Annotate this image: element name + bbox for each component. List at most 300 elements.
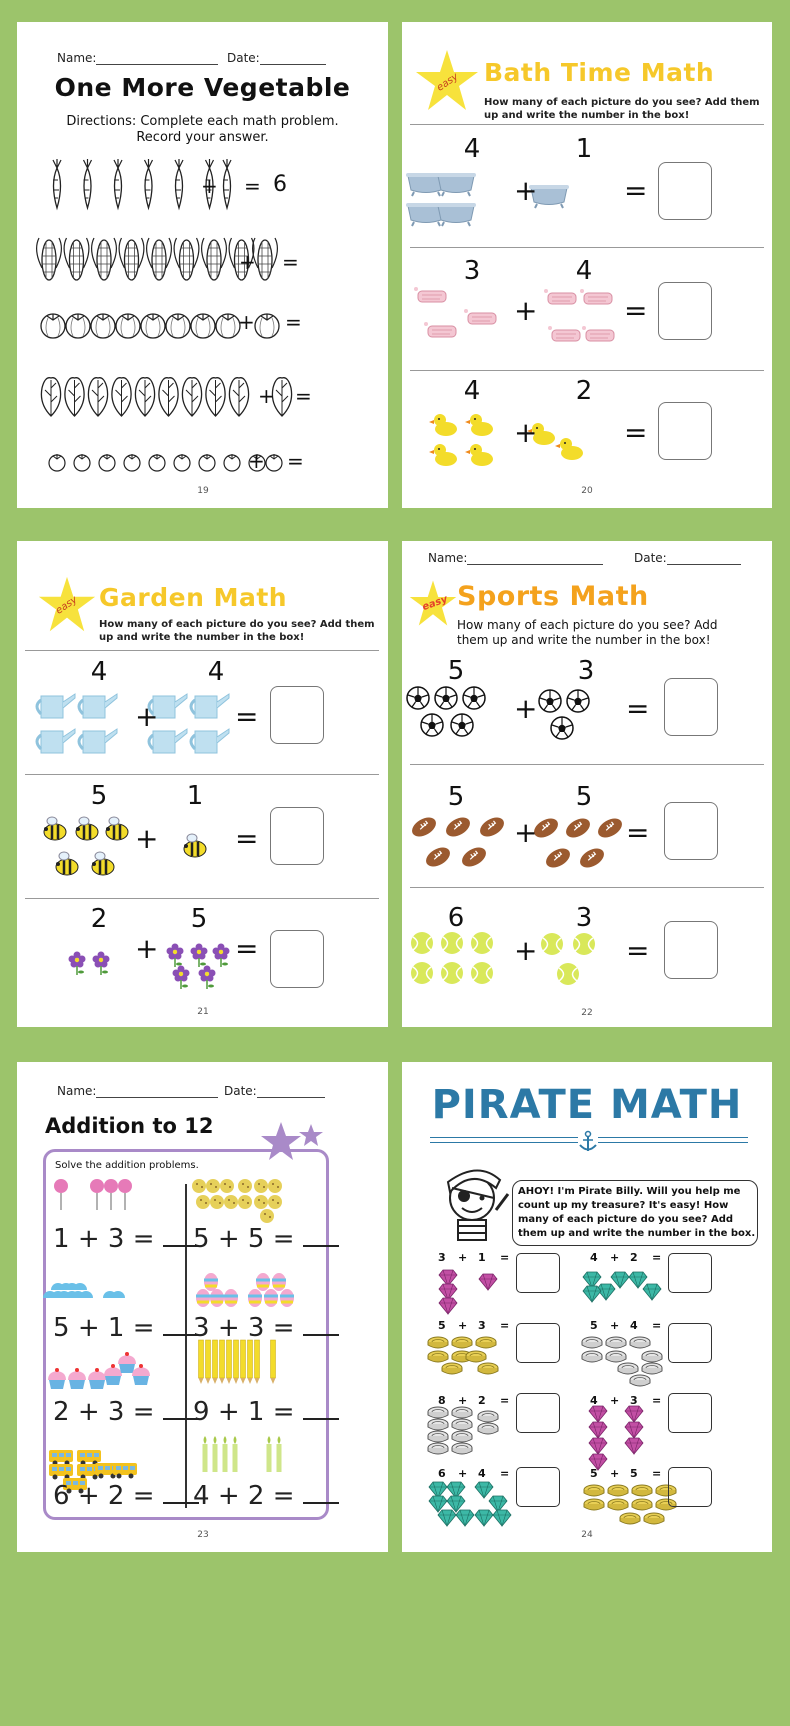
wave-icon: [103, 1291, 125, 1298]
gold-coin-icon: [608, 1499, 628, 1510]
cupcake-icon: [118, 1352, 136, 1373]
answer-box[interactable]: [516, 1323, 560, 1363]
answer-blank[interactable]: [303, 1414, 339, 1420]
answer-blank[interactable]: [303, 1330, 339, 1336]
soap-icon: [414, 287, 446, 302]
flower-icon: [69, 952, 86, 976]
cupcake-icon: [132, 1364, 150, 1385]
silver-coin-icon: [618, 1363, 638, 1374]
addend-b: 3: [478, 1319, 486, 1332]
lettuce-icon: [135, 378, 154, 416]
corn-icon: [37, 238, 62, 280]
teal-gem-icon: [429, 1496, 447, 1512]
plus-sign: +: [514, 416, 538, 449]
answer-box[interactable]: [658, 162, 712, 220]
egg-icon: [204, 1273, 218, 1291]
cookie-icon: [196, 1195, 210, 1209]
tomato-icon: [266, 454, 282, 471]
lettuce-icon: [229, 378, 248, 416]
bee-icon: [92, 852, 114, 875]
equation-row: [193, 1397, 339, 1427]
addend-a: 4: [590, 1251, 598, 1264]
addend-b: 4: [575, 256, 593, 286]
addend-a: 9: [193, 1397, 210, 1427]
equation-row: [193, 1481, 339, 1511]
directions-line-2: Record your answer.: [136, 130, 269, 145]
equals-sign: =: [132, 1481, 155, 1511]
carrot-icon: [114, 159, 122, 208]
silver-coin-icon: [452, 1407, 472, 1418]
bathtub-icon: [436, 203, 476, 226]
date-label: Date:: [634, 551, 667, 565]
addend-a: 1: [53, 1224, 70, 1254]
addend-a: 5: [193, 1224, 210, 1254]
plus-sign: +: [135, 700, 159, 733]
plus-sign: +: [514, 816, 538, 849]
gold-coin-icon: [452, 1337, 472, 1348]
cookie-icon: [192, 1179, 206, 1193]
addend-a: 4: [193, 1481, 210, 1511]
gold-coin-icon: [428, 1337, 448, 1348]
addend-b: 1: [478, 1251, 486, 1264]
corn-icon: [64, 238, 89, 280]
speech-line-4: them up and write the number in the box.: [518, 1228, 756, 1239]
teal-gem-icon: [438, 1510, 456, 1526]
bee-icon: [184, 834, 206, 857]
cookie-icon: [206, 1179, 220, 1193]
page-number: 24: [581, 1530, 593, 1540]
addend-a: 2: [53, 1397, 70, 1427]
pencil-icon: [227, 1340, 232, 1384]
silver-coin-icon: [642, 1351, 662, 1362]
candle-icon: [267, 1436, 272, 1472]
tomato-icon: [74, 454, 90, 471]
lettuce-icon: [272, 378, 291, 416]
pencil-icon: [234, 1340, 239, 1384]
equals-sign: =: [272, 1397, 295, 1427]
pencil-icon: [241, 1340, 246, 1384]
teal-gem-icon: [447, 1496, 465, 1512]
addend-a: 4: [463, 134, 481, 164]
tennis-ball-icon: [541, 933, 563, 955]
egg-icon: [280, 1289, 294, 1307]
plus-sign: +: [458, 1251, 468, 1264]
answer-box[interactable]: [668, 1393, 712, 1433]
equals-sign: =: [132, 1313, 155, 1343]
corn-icon: [92, 238, 117, 280]
egg-icon: [248, 1289, 262, 1307]
addend-a: 5: [90, 781, 108, 811]
pencil-icon: [271, 1340, 276, 1384]
lollipop-icon: [104, 1179, 118, 1210]
answer-box[interactable]: [664, 678, 718, 736]
equals-sign: =: [132, 1224, 155, 1254]
addend-b: 4: [630, 1319, 638, 1332]
soccer-ball-icon: [435, 687, 457, 709]
equals-sign: =: [626, 692, 650, 725]
corn-icon: [253, 238, 278, 280]
soccer-ball-icon: [551, 717, 573, 739]
cookie-icon: [268, 1195, 282, 1209]
gold-coin-icon: [584, 1485, 604, 1496]
candle-icon: [213, 1436, 218, 1472]
tomato-icon: [255, 314, 279, 338]
addend-b: 3: [575, 903, 593, 933]
plus-sign: +: [217, 1224, 240, 1254]
lettuce-icon: [88, 378, 107, 416]
plus-sign: +: [514, 934, 538, 967]
silver-coin-icon: [582, 1337, 602, 1348]
football-icon: [477, 814, 508, 841]
football-icon: [443, 814, 474, 841]
silver-coin-icon: [452, 1443, 472, 1454]
answer-box[interactable]: [658, 402, 712, 460]
carrot-icon: [145, 159, 153, 208]
silver-coin-icon: [428, 1419, 448, 1430]
addend-b: 2: [630, 1251, 638, 1264]
silver-coin-icon: [606, 1337, 626, 1348]
corn-icon: [119, 238, 144, 280]
answer-box[interactable]: [658, 282, 712, 340]
soap-icon: [424, 322, 456, 337]
teal-gem-icon: [475, 1510, 493, 1526]
equals-sign: =: [626, 816, 650, 849]
worksheet-page-20: [402, 22, 772, 508]
cookie-icon: [254, 1179, 268, 1193]
watering-can-icon: [191, 694, 229, 718]
addend-b: 5: [247, 1224, 265, 1254]
gold-coin-icon: [428, 1351, 448, 1362]
equals-sign: =: [244, 174, 261, 198]
lollipop-icon: [90, 1179, 104, 1210]
teal-gem-icon: [447, 1482, 465, 1498]
pencil-icon: [199, 1340, 204, 1384]
addend-b: 3: [630, 1394, 638, 1407]
addend-b: 1: [186, 781, 204, 811]
tennis-ball-icon: [411, 962, 433, 984]
addend-a: 3: [193, 1313, 210, 1343]
addend-a: 4: [590, 1394, 598, 1407]
pencil-icon: [255, 1340, 260, 1384]
purple-gem-icon: [589, 1422, 607, 1438]
equals-sign: =: [624, 174, 648, 207]
tomato-icon: [49, 454, 65, 471]
purple-gem-icon: [439, 1298, 457, 1314]
equals-sign: =: [272, 1313, 295, 1343]
bee-icon: [76, 817, 98, 840]
watering-can-icon: [191, 729, 229, 753]
silver-coin-icon: [428, 1431, 448, 1442]
equation-row: [193, 1313, 339, 1343]
football-icon: [409, 814, 440, 841]
tomato-icon: [166, 314, 190, 338]
teal-gem-icon: [583, 1272, 601, 1288]
answer-box[interactable]: [668, 1323, 712, 1363]
egg-icon: [264, 1289, 278, 1307]
addend-a: 6: [53, 1481, 70, 1511]
plus-sign: +: [514, 294, 538, 327]
gold-coin-icon: [584, 1499, 604, 1510]
school-bus-icon: [49, 1450, 73, 1466]
answer-box[interactable]: [516, 1253, 560, 1293]
gold-coin-icon: [466, 1351, 486, 1362]
bee-icon: [106, 817, 128, 840]
candle-icon: [277, 1436, 282, 1472]
equals-sign: =: [235, 932, 259, 965]
answer-blank[interactable]: [303, 1241, 339, 1247]
instructions-line-1: How many of each picture do you see? Add them: [484, 97, 760, 108]
soccer-ball-icon: [463, 687, 485, 709]
watering-can-icon: [37, 729, 75, 753]
silver-coin-icon: [452, 1419, 472, 1430]
equals-sign: =: [652, 1319, 662, 1332]
addend-b: 2: [478, 1394, 486, 1407]
name-label: Name:: [428, 551, 468, 565]
plus-sign: +: [610, 1394, 620, 1407]
answer-box[interactable]: [516, 1467, 560, 1507]
corn-icon: [202, 238, 227, 280]
plus-sign: +: [217, 1481, 240, 1511]
answer-box[interactable]: [270, 930, 324, 988]
addend-b: 4: [207, 657, 225, 687]
page-number: 23: [197, 1530, 209, 1540]
speech-line-3: many of each picture do you see? Add: [518, 1214, 734, 1225]
purple-gem-icon: [625, 1406, 643, 1422]
addend-b: 3: [247, 1313, 265, 1343]
lettuce-icon: [41, 378, 60, 416]
plus-sign: +: [77, 1397, 100, 1427]
watering-can-icon: [79, 729, 117, 753]
addend-b: 5: [575, 782, 593, 812]
equals-sign: =: [282, 250, 299, 274]
gold-coin-icon: [476, 1337, 496, 1348]
worksheet-page-21: [17, 541, 388, 1027]
teal-gem-icon: [629, 1272, 647, 1288]
plus-sign: +: [217, 1313, 240, 1343]
flower-icon: [167, 944, 184, 968]
plus-sign: +: [239, 250, 256, 274]
equals-sign: =: [624, 294, 648, 327]
page-title: Sports Math: [457, 581, 649, 612]
equals-sign: =: [235, 700, 259, 733]
bee-icon: [56, 852, 78, 875]
addend-a: 5: [438, 1319, 446, 1332]
equals-sign: =: [132, 1397, 155, 1427]
addend-b: 5: [190, 904, 208, 934]
addend-b: 1: [247, 1397, 265, 1427]
teal-gem-icon: [493, 1510, 511, 1526]
equals-sign: =: [287, 449, 304, 473]
addend-b: 3: [577, 656, 595, 686]
teal-gem-icon: [475, 1482, 493, 1498]
plus-sign: +: [514, 174, 538, 207]
addend-a: 8: [438, 1394, 446, 1407]
first-answer: 6: [273, 172, 287, 197]
answer-box[interactable]: [668, 1253, 712, 1293]
page-title: PIRATE MATH: [431, 1082, 743, 1128]
silver-coin-icon: [478, 1423, 498, 1434]
tomato-icon: [216, 314, 240, 338]
cookie-icon: [224, 1195, 238, 1209]
carrot-icon: [175, 159, 183, 208]
tomato-icon: [116, 314, 140, 338]
gold-coin-icon: [620, 1513, 640, 1524]
equals-sign: =: [500, 1251, 510, 1264]
instructions-line-2: up and write the number in the box!: [484, 110, 690, 121]
silver-coin-icon: [478, 1411, 498, 1422]
teal-gem-icon: [611, 1272, 629, 1288]
tomato-icon: [199, 454, 215, 471]
silver-coin-icon: [642, 1363, 662, 1374]
vegetable-rows: [17, 22, 388, 508]
gold-coin-icon: [644, 1513, 664, 1524]
football-icon: [543, 845, 574, 872]
addend-a: 4: [463, 376, 481, 406]
speech-line-2: count up my treasure? It's easy! How: [518, 1200, 729, 1211]
purple-gem-icon: [439, 1270, 457, 1286]
counting-pictures: [17, 1062, 388, 1552]
plus-sign: +: [610, 1319, 620, 1332]
answer-box[interactable]: [516, 1393, 560, 1433]
flower-icon: [191, 944, 208, 968]
plus-sign: +: [217, 1397, 240, 1427]
addend-a: 6: [447, 903, 465, 933]
gold-coin-icon: [632, 1485, 652, 1496]
equals-sign: =: [652, 1251, 662, 1264]
plus-sign: +: [248, 449, 265, 473]
addend-a: 3: [463, 256, 481, 286]
addend-b: 5: [630, 1467, 638, 1480]
equals-sign: =: [626, 934, 650, 967]
purple-gem-icon: [589, 1406, 607, 1422]
addend-b: 2: [107, 1481, 125, 1511]
addend-b: 3: [107, 1224, 125, 1254]
plus-sign: +: [514, 692, 538, 725]
equation-row: [193, 1224, 339, 1254]
soccer-ball-icon: [421, 714, 443, 736]
plus-sign: +: [258, 384, 275, 408]
tomato-icon: [66, 314, 90, 338]
tomato-icon: [224, 454, 240, 471]
worksheet-page-19: [17, 22, 388, 508]
lollipop-icon: [118, 1179, 132, 1210]
cookie-icon: [268, 1179, 282, 1193]
football-icon: [563, 815, 594, 842]
gold-coin-icon: [442, 1363, 462, 1374]
silver-coin-icon: [606, 1351, 626, 1362]
candle-icon: [233, 1436, 238, 1472]
addend-b: 4: [478, 1467, 486, 1480]
bee-icon: [44, 817, 66, 840]
equals-sign: =: [652, 1467, 662, 1480]
equals-sign: =: [235, 822, 259, 855]
page-title: Garden Math: [99, 583, 288, 612]
purple-gem-icon: [625, 1438, 643, 1454]
duck-icon: [429, 414, 457, 436]
equals-sign: =: [500, 1467, 510, 1480]
silver-coin-icon: [428, 1443, 448, 1454]
equals-sign: =: [500, 1319, 510, 1332]
addend-b: 1: [107, 1313, 125, 1343]
pencil-icon: [206, 1340, 211, 1384]
tennis-ball-icon: [411, 932, 433, 954]
answer-box[interactable]: [270, 686, 324, 744]
page-title: One More Vegetable: [54, 73, 351, 102]
football-icon: [423, 844, 454, 871]
flower-icon: [93, 952, 110, 976]
lettuce-icon: [182, 378, 201, 416]
addend-a: 2: [90, 904, 108, 934]
date-label: Date:: [224, 1084, 257, 1098]
purple-gem-icon: [479, 1274, 497, 1290]
worksheet-page-23: [17, 1062, 388, 1552]
plus-sign: +: [610, 1251, 620, 1264]
teal-gem-icon: [643, 1284, 661, 1300]
name-label: Name:: [57, 1084, 97, 1098]
candle-icon: [203, 1436, 208, 1472]
purple-gem-icon: [625, 1422, 643, 1438]
answer-box[interactable]: [664, 802, 718, 860]
page-number: 19: [197, 486, 209, 496]
tomato-icon: [91, 314, 115, 338]
flower-icon: [213, 944, 230, 968]
plus-sign: +: [201, 174, 218, 198]
teal-gem-icon: [456, 1510, 474, 1526]
instructions: Solve the addition problems.: [55, 1160, 199, 1171]
candle-icon: [223, 1436, 228, 1472]
lollipop-icon: [54, 1179, 68, 1210]
plus-sign: +: [610, 1467, 620, 1480]
gold-coin-icon: [608, 1485, 628, 1496]
plus-sign: +: [458, 1394, 468, 1407]
cookie-icon: [254, 1195, 268, 1209]
plus-sign: +: [458, 1467, 468, 1480]
cupcake-icon: [88, 1368, 106, 1389]
worksheet-page-24: [402, 1062, 772, 1552]
cookie-icon: [238, 1195, 252, 1209]
plus-sign: +: [77, 1224, 100, 1254]
answer-blank[interactable]: [303, 1498, 339, 1504]
duck-icon: [555, 438, 583, 460]
page-title: Addition to 12: [45, 1114, 214, 1138]
equals-sign: =: [272, 1224, 295, 1254]
soap-icon: [580, 289, 612, 304]
tennis-ball-icon: [471, 962, 493, 984]
duck-icon: [429, 444, 457, 466]
easy-label: easy: [434, 71, 461, 94]
equation-row: [53, 1481, 199, 1511]
equation-row: [53, 1313, 199, 1343]
gold-coin-icon: [632, 1499, 652, 1510]
corn-icon: [147, 238, 172, 280]
answer-box[interactable]: [668, 1467, 712, 1507]
speech-line-1: AHOY! I'm Pirate Billy. Will you help me: [518, 1186, 741, 1197]
carrot-icon: [223, 159, 231, 208]
soccer-ball-icon: [539, 690, 561, 712]
soap-icon: [582, 326, 614, 341]
answer-box[interactable]: [664, 921, 718, 979]
answer-box[interactable]: [270, 807, 324, 865]
carrot-icon: [53, 159, 61, 208]
lettuce-icon: [159, 378, 178, 416]
silver-coin-icon: [452, 1431, 472, 1442]
tomato-icon: [99, 454, 115, 471]
silver-coin-icon: [582, 1351, 602, 1362]
soccer-ball-icon: [407, 687, 429, 709]
soap-icon: [548, 326, 580, 341]
plus-sign: +: [77, 1313, 100, 1343]
watering-can-icon: [37, 694, 75, 718]
